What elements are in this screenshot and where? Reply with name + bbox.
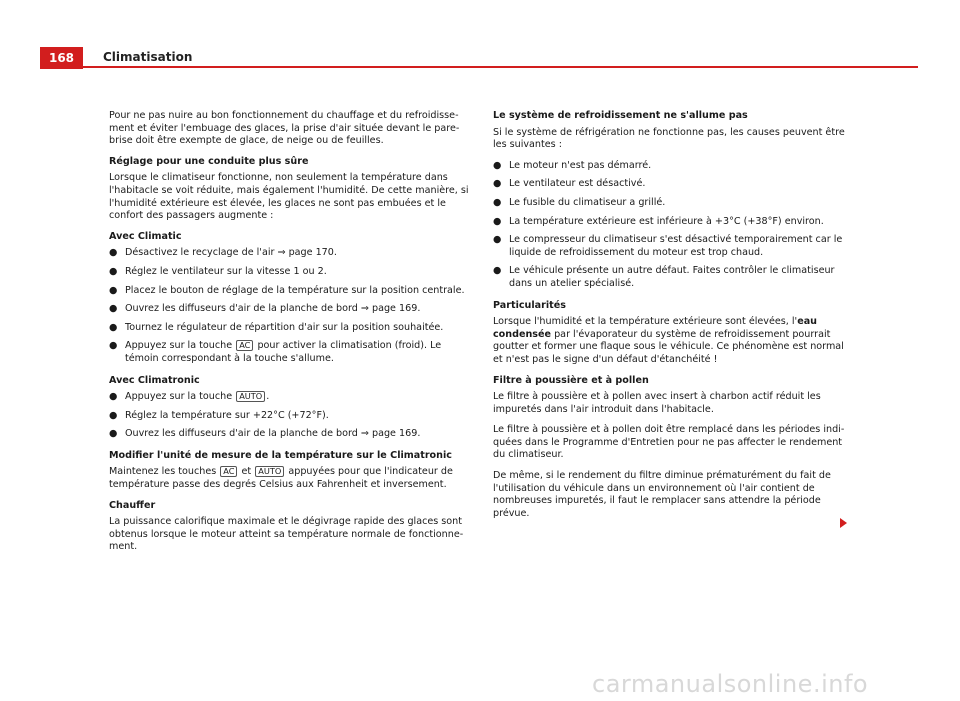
list-item: ● Appuyez sur la touche AUTO . — [109, 391, 270, 403]
bullet-icon: ● — [493, 196, 502, 208]
filter-text-2: Le filtre à poussière et à pollen doit être remplacé dans les périodes indiquées dans le Programme d'Entretien pour ne pas affecter le rendement du climatiseur. — [493, 424, 845, 461]
bullet-icon: ● — [109, 428, 118, 440]
list-item: ● Ouvrez les diffuseurs d'air de la planche de bord ⇒ page 169. — [109, 303, 421, 315]
page-title: Climatisation — [103, 50, 193, 64]
list-item: ● Le véhicule présente un autre défaut. Faites contrôler le climatiseur dans un atelier spécialisé. — [493, 265, 835, 289]
unit-heading: Modifier l'unité de mesure de la température sur le Climatronic — [109, 449, 452, 461]
ac-key: AC — [236, 340, 253, 351]
bullet-icon: ● — [493, 159, 502, 171]
bullet-icon: ● — [493, 265, 502, 277]
watermark: carmanualsonline.info — [592, 670, 869, 698]
ac-key: AC — [220, 466, 237, 477]
bullet-icon: ● — [109, 409, 118, 421]
heat-heading: Chauffer — [109, 499, 156, 511]
particularities-text: Lorsque l'humidité et la température extérieure sont élevées, l'eau condensée par l'évaporateur du système de refroidissement pourrait goutter et former une flaque sous le véhicule. Ce phénomène est normal et n'est pas le signe d'un défaut d'étanchéité ! — [493, 316, 844, 365]
safe-driving-text: Lorsque le climatiseur fonctionne, non seulement la température dans l'habitacle se voit réduite, mais également l'humidité. De cette manière, si l'humidité extérieure est élevée, les glaces ne sont pas embuées et le confort des passagers augmente : — [109, 172, 469, 222]
list-item: ● La température extérieure est inférieure à +3°C (+38°F) environ. — [493, 215, 824, 227]
filter-heading: Filtre à poussière et à pollen — [493, 374, 649, 386]
list-item: ● Ouvrez les diffuseurs d'air de la planche de bord ⇒ page 169. — [109, 428, 421, 440]
bullet-icon: ● — [109, 265, 118, 277]
safe-driving-heading: Réglage pour une conduite plus sûre — [109, 155, 309, 167]
bullet-icon: ● — [109, 391, 118, 403]
list-item: ● Tournez le régulateur de répartition d'air sur la position souhaitée. — [109, 321, 444, 333]
bullet-icon: ● — [493, 215, 502, 227]
auto-key: AUTO — [236, 391, 265, 402]
heat-text: La puissance calorifique maximale et le dégivrage rapide des glaces sont obtenus lorsque le moteur atteint sa température normale de fonctionnement. — [109, 516, 464, 553]
unit-text: Maintenez les touches AC et AUTO appuyées pour que l'indicateur de température passe des degrés Celsius aux Fahrenheit et inversement. — [109, 466, 453, 491]
intro-paragraph: Pour ne pas nuire au bon fonctionnement du chauffage et du refroidissement et éviter l'embuage des glaces, la prise d'air située devant le pare-brise doit être exempte de glace, de neige ou de feuilles. — [109, 110, 460, 147]
right-column — [493, 110, 853, 528]
list-item: ● Le moteur n'est pas démarré. — [493, 159, 652, 171]
cooling-heading: Le système de refroidissement ne s'allume pas — [493, 110, 748, 121]
list-item: ● Réglez la température sur +22°C (+72°F). — [109, 409, 329, 421]
list-item: ● Appuyez sur la touche AC pour activer la climatisation (froid). Le témoin correspondant à la touche s'allume. — [109, 340, 442, 364]
filter-text-3: De même, si le rendement du filtre diminue prématurément du fait de l'utilisation du véhicule dans un environnement où l'air contient de nombreuses impuretés, il faut le remplacer sans attendre la période prévue. — [493, 470, 831, 519]
bullet-icon: ● — [109, 247, 118, 259]
page-number: 168 — [40, 47, 83, 69]
bullet-icon: ● — [493, 178, 502, 190]
bullet-icon: ● — [109, 340, 118, 352]
cooling-text: Si le système de réfrigération ne fonctionne pas, les causes peuvent être les suivantes : — [493, 126, 845, 151]
list-item: ● Le ventilateur est désactivé. — [493, 178, 646, 190]
bullet-icon: ● — [493, 234, 502, 246]
condensed-water-term: eau condensée — [493, 316, 817, 340]
auto-key: AUTO — [255, 466, 284, 477]
list-item: ● Placez le bouton de réglage de la température sur la position centrale. — [109, 284, 465, 296]
particularities-heading: Particularités — [493, 299, 566, 311]
left-column — [109, 110, 469, 562]
bullet-icon: ● — [109, 284, 118, 296]
list-item: ● Désactivez le recyclage de l'air ⇒ page 170. — [109, 247, 337, 259]
list-item: ● Réglez le ventilateur sur la vitesse 1 ou 2. — [109, 265, 327, 277]
list-item: ● Le compresseur du climatiseur s'est désactivé temporairement car le liquide de refroidissement du moteur est trop chaud. — [493, 234, 843, 258]
filter-text-1: Le filtre à poussière et à pollen avec insert à charbon actif réduit les impuretés dans l'air introduit dans l'habitacle. — [493, 391, 821, 415]
bullet-icon: ● — [109, 303, 118, 315]
header-rule — [40, 66, 918, 68]
climatic-heading: Avec Climatic — [109, 230, 182, 242]
climatronic-heading: Avec Climatronic — [109, 374, 200, 386]
bullet-icon: ● — [109, 321, 118, 333]
continue-arrow-icon — [840, 518, 847, 528]
list-item: ● Le fusible du climatiseur a grillé. — [493, 196, 666, 208]
